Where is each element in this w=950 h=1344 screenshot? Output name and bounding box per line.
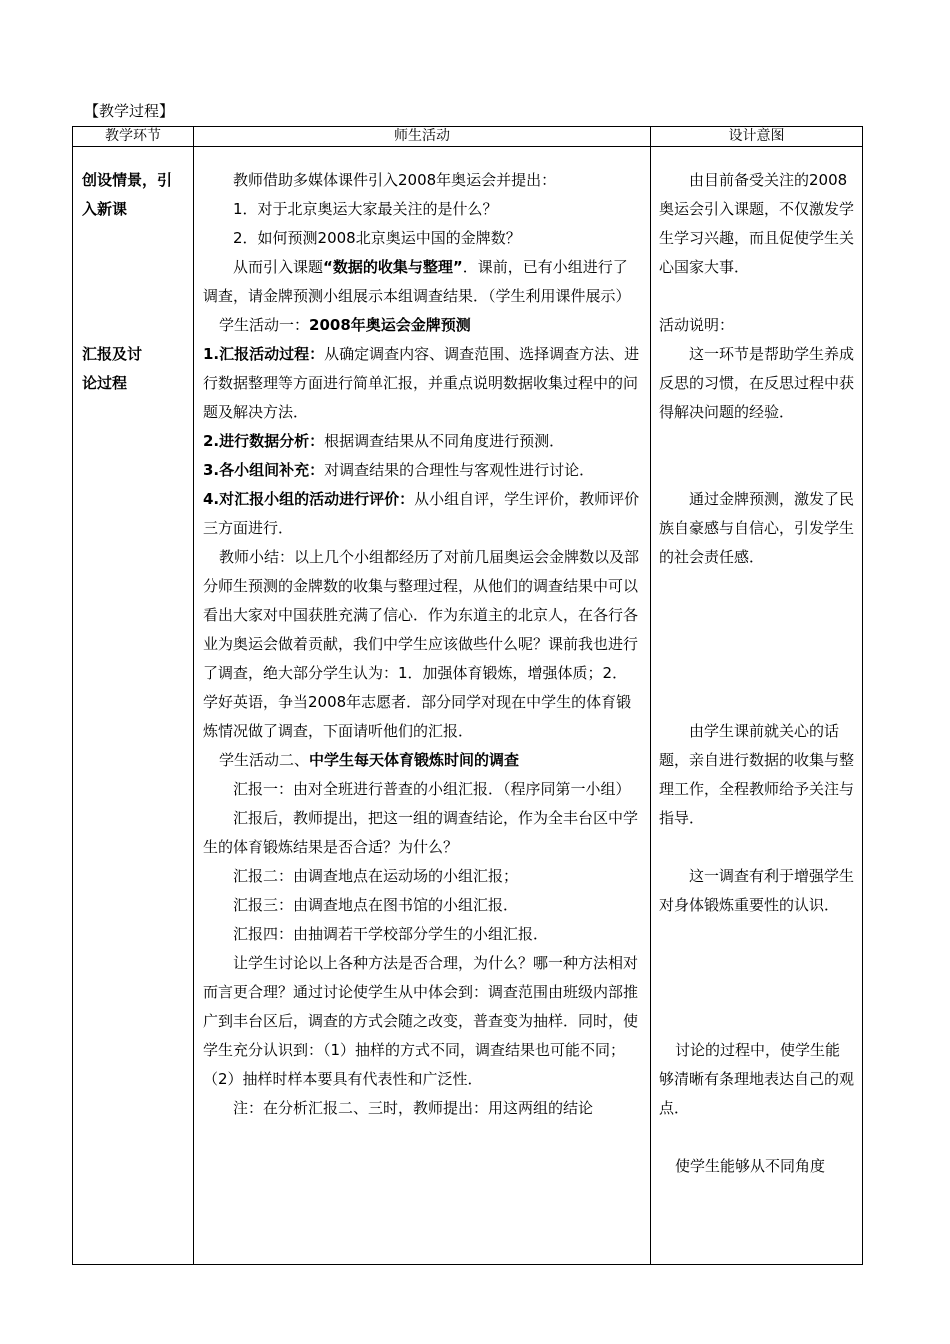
activity-two-title xyxy=(203,746,642,775)
activity-two-topic: 中学生每天体育锻炼时间的调查 xyxy=(309,751,520,769)
lesson-process-table xyxy=(72,126,863,1265)
table-header-row xyxy=(73,127,863,147)
activity-two-label: 学生活动二、 xyxy=(219,751,310,769)
stage-cell xyxy=(73,147,194,1265)
activity-p4-rest: ．课前，已有小组进行了调查，请金牌预测小组展示本组调查结果．（学生利用课件展示） xyxy=(203,258,631,305)
step-1 xyxy=(203,340,642,427)
intent-3: 这一环节是帮助学生养成反思的习惯，在反思过程中获得解决问题的经验． xyxy=(659,345,855,421)
activity-p1: 教师借助多媒体课件引入2008年奥运会并提出： xyxy=(233,171,557,189)
intent-6: 这一调查有利于增强学生对身体锻炼重要性的认识． xyxy=(659,867,855,914)
step-1-text: 从确定调查内容、调查范围、选择调查方法、进行数据整理等方面进行简单汇报，并重点说明数据收集过程中的问题及解决方法． xyxy=(203,345,640,421)
intent-5: 由学生课前就关心的话题，亲自进行数据的收集与整理工作，全程教师给予关注与指导． xyxy=(659,722,855,827)
step-2-text: 根据调查结果从不同角度进行预测． xyxy=(324,432,565,450)
step-2 xyxy=(203,427,642,456)
activity-one-topic: 2008年奥运会金牌预测 xyxy=(309,316,471,334)
activity-p4 xyxy=(203,253,642,311)
activity-one-title xyxy=(203,311,642,340)
activity-p3: 2．如何预测2008北京奥运中国的金牌数？ xyxy=(233,229,521,247)
intent-7: 讨论的过程中，使学生能够清晰有条理地表达自己的观点． xyxy=(659,1041,855,1117)
report-1: 汇报一：由对全班进行普查的小组汇报．（程序同第一小组） xyxy=(233,780,631,798)
activity-one-label: 学生活动一： xyxy=(219,316,310,334)
activity-p4-lead: 从而引入课题 xyxy=(233,258,324,276)
section-title: 【教学过程】 xyxy=(84,102,175,120)
column-header-activity: 师生活动 xyxy=(194,127,651,147)
report-2: 汇报二：由调查地点在运动场的小组汇报； xyxy=(233,867,519,885)
step-2-title: 2.进行数据分析： xyxy=(203,432,325,450)
step-4-title: 4.对汇报小组的活动进行评价： xyxy=(203,490,415,508)
activity-cell xyxy=(194,147,651,1265)
intent-8: 使学生能够从不同角度 xyxy=(675,1157,826,1175)
stage-intro: 创设情景，引入新课 xyxy=(82,171,173,218)
intent-1: 由目前备受关注的2008奥运会引入课题，不仅激发学生学习兴趣，而且促使学生关心国家大事． xyxy=(659,171,855,276)
report-1-question: 汇报后，教师提出，把这一组的调查结论，作为全丰台区中学生的体育锻炼结果是否合适？为什么？ xyxy=(203,809,639,856)
discussion: 让学生讨论以上各种方法是否合理，为什么？哪一种方法相对而言更合理？通过讨论使学生从中体会到：调查范围由班级内部推广到丰台区后，调查的方式会随之改变，普查变为抽样．同时，使学生充分认识到：（1）抽样的方式不同，调查结果也可能不同；（2）抽样时样本要具有代表性和广泛性． xyxy=(203,954,639,1088)
step-3-text: 对调查结果的合理性与客观性进行讨论． xyxy=(324,461,595,479)
table-body-row xyxy=(73,147,863,1265)
step-4 xyxy=(203,485,642,543)
step-4-text: 从小组自评，学生评价，教师评价三方面进行． xyxy=(203,490,640,537)
report-3: 汇报三：由调查地点在图书馆的小组汇报． xyxy=(233,896,519,914)
stage-report: 汇报及讨论过程 xyxy=(82,345,143,392)
note: 注：在分析汇报二、三时，教师提出：用这两组的结论 xyxy=(233,1099,594,1117)
teacher-summary: 教师小结：以上几个小组都经历了对前几届奥运会金牌数以及部分师生预测的金牌数的收集与整理过程，从他们的调查结果中可以看出大家对中国获胜充满了信心．作为东道主的北京人，在各行各业为奥运会做着贡献，我们中学生应该做些什么呢？课前我也进行了调查，绝大部分学生认为：1．加强体育锻炼，增强体质；2．学好英语，争当2008年志愿者．部分同学对现在中学生的体育锻炼情况做了调查，下面请听他们的汇报． xyxy=(203,548,640,740)
column-header-stage: 教学环节 xyxy=(73,127,194,147)
activity-p2: 1．对于北京奥运大家最关注的是什么？ xyxy=(233,200,498,218)
intent-4: 通过金牌预测，激发了民族自豪感与自信心，引发学生的社会责任感． xyxy=(659,490,855,566)
intent-cell xyxy=(651,147,863,1265)
step-3-title: 3.各小组间补充： xyxy=(203,461,325,479)
activity-p4-topic: “数据的收集与整理” xyxy=(323,258,463,276)
report-4: 汇报四：由抽调若干学校部分学生的小组汇报． xyxy=(233,925,549,943)
step-1-title: 1.汇报活动过程： xyxy=(203,345,325,363)
column-header-intent: 设计意图 xyxy=(651,127,863,147)
intent-2: 活动说明： xyxy=(659,316,735,334)
step-3 xyxy=(203,456,642,485)
